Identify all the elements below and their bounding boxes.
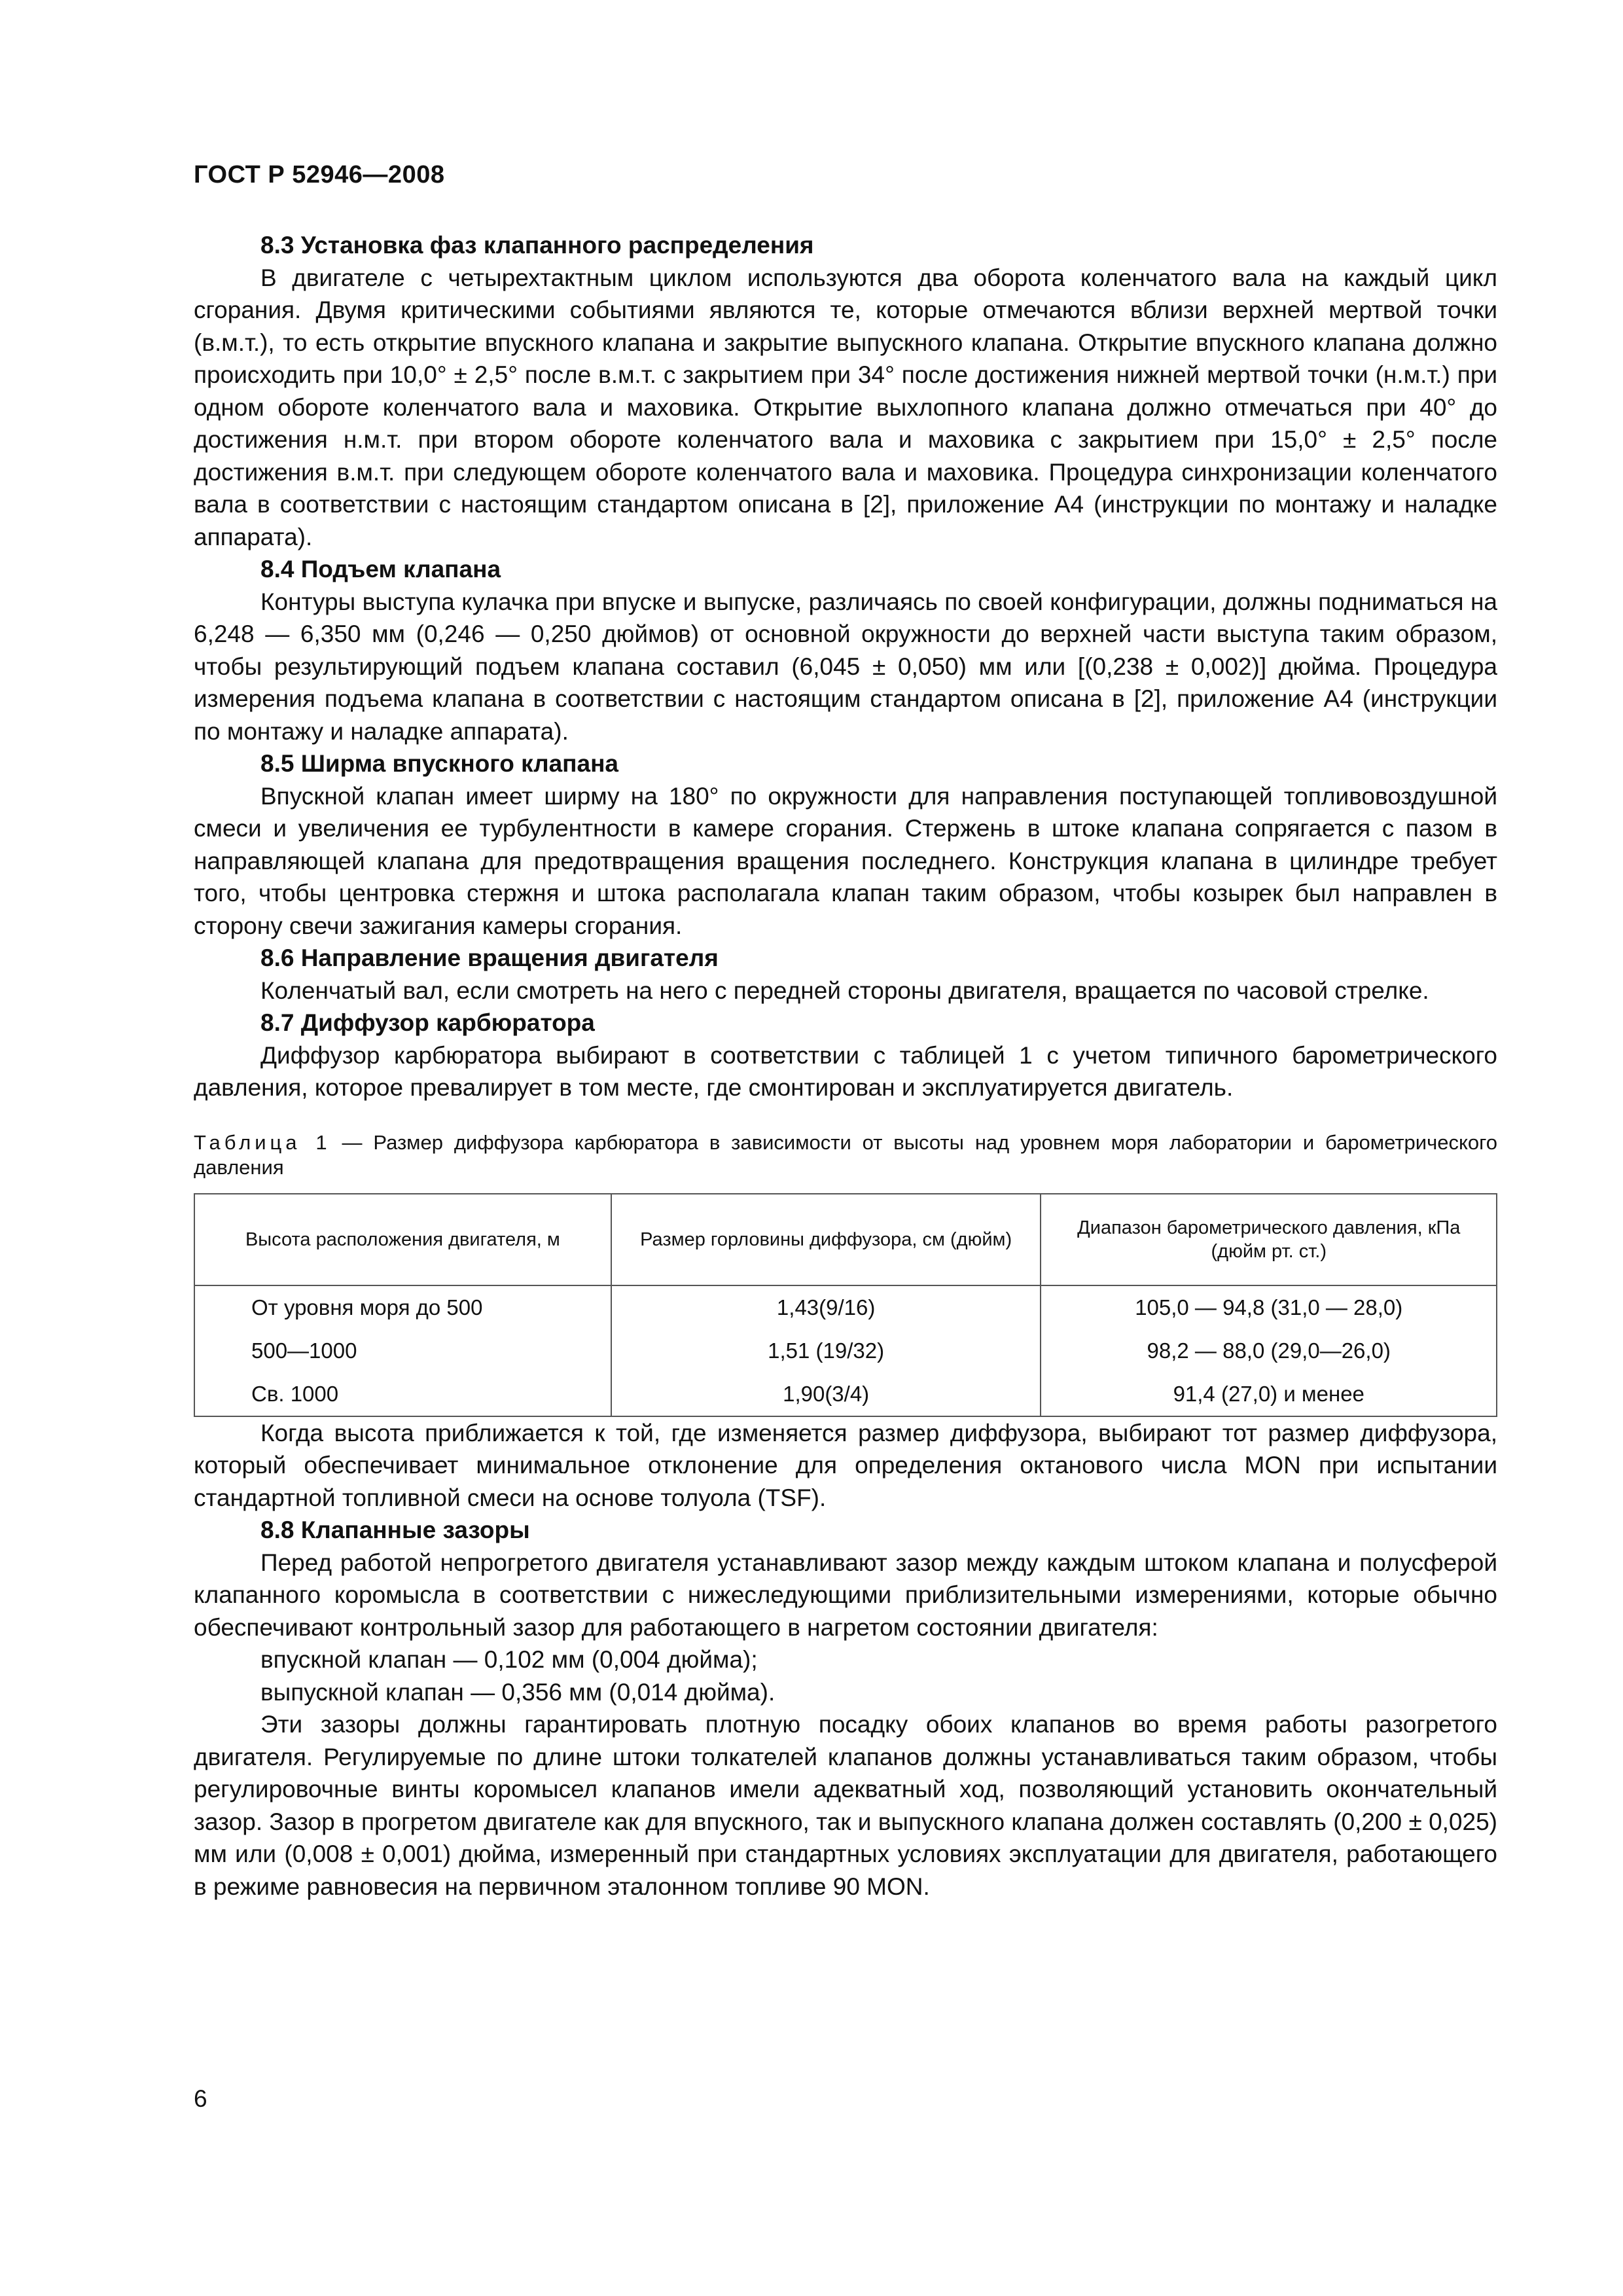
page-number: 6 bbox=[194, 2085, 207, 2112]
table-header-row bbox=[194, 1194, 1497, 1285]
table-cell-altitude: 500—1000 bbox=[194, 1329, 611, 1372]
section-8-5-paragraph: Впускной клапан имеет ширму на 180° по окружности для направления поступающей топливовоздушной смеси и увеличения ее турбулентности в камере сгорания. Стержень в штоке клапана сопрягается с пазом в направляющей клапана для предотвращения вращения последнего. Конструкция клапана в цилиндре требует того, чтобы центровка стержня и штока располагала клапан таким образом, чтобы козырек был направлен в сторону свечи зажигания камеры сгорания. bbox=[194, 782, 1497, 939]
document-code-header: ГОСТ Р 52946—2008 bbox=[194, 161, 445, 188]
table-cell-throat-size: 1,51 (19/32) bbox=[611, 1329, 1041, 1372]
document-body bbox=[194, 229, 1497, 1903]
section-8-3-paragraph: В двигателе с четырехтактным циклом используются два оборота коленчатого вала на каждый цикл сгорания. Двумя критическими событиями являются те, которые отмечаются вблизи верхней мертвой точки (в.м.т.), то есть открытие впускного клапана и закрытие выпускного клапана. Открытие впускного клапана должно происходить при 10,0° ± 2,5° после в.м.т. с закрытием при 34° после достижения нижней мертвой точки (н.м.т.) при одном обороте коленчатого вала и маховика. Открытие выхлопного клапана должно отмечаться при 40° до достижения н.м.т. при втором обороте коленчатого вала и маховика с закрытием при 15,0° ± 2,5° после достижения в.м.т. при следующем обороте коленчатого вала и маховика. Процедура синхронизации коленчатого вала в соответствии с настоящим стандартом описана в [2], приложение А4 (инструкции по монтажу и наладке аппарата). bbox=[194, 264, 1497, 550]
section-8-7-paragraph: Диффузор карбюратора выбирают в соответствии с таблицей 1 с учетом типичного барометрического давления, которое превалирует в том месте, где смонтирован и эксплуатируется двигатель. bbox=[194, 1041, 1497, 1101]
table-cell-throat-size: 1,90(3/4) bbox=[611, 1372, 1041, 1416]
table-1-caption-text: — Размер диффузора карбюратора в зависимости от высоты над уровнем моря лаборатории и барометрического давления bbox=[194, 1130, 1497, 1179]
table-cell-altitude: Св. 1000 bbox=[194, 1372, 611, 1416]
section-8-5-heading: 8.5 Ширма впускного клапана bbox=[260, 750, 618, 777]
table-1-caption bbox=[194, 1130, 1497, 1180]
section-8-4-heading: 8.4 Подъем клапана bbox=[260, 556, 501, 583]
table-cell-pressure-range: 105,0 — 94,8 (31,0 — 28,0) bbox=[1041, 1285, 1497, 1329]
table-cell-altitude: От уровня моря до 500 bbox=[194, 1285, 611, 1329]
table-cell-pressure-range: 91,4 (27,0) и менее bbox=[1041, 1372, 1497, 1416]
intake-valve-clearance-item: впускной клапан — 0,102 мм (0,004 дюйма); bbox=[260, 1646, 758, 1673]
section-8-3-heading: 8.3 Установка фаз клапанного распределения bbox=[260, 232, 814, 259]
table-cell-throat-size: 1,43(9/16) bbox=[611, 1285, 1041, 1329]
table-row bbox=[194, 1285, 1497, 1329]
table-row bbox=[194, 1329, 1497, 1372]
diffuser-size-table bbox=[194, 1193, 1497, 1417]
table-cell-pressure-range: 98,2 — 88,0 (29,0—26,0) bbox=[1041, 1329, 1497, 1372]
section-8-6-heading: 8.6 Направление вращения двигателя bbox=[260, 944, 719, 971]
section-8-7-heading: 8.7 Диффузор карбюратора bbox=[260, 1009, 595, 1036]
section-8-8-heading: 8.8 Клапанные зазоры bbox=[260, 1516, 530, 1543]
section-8-8-paragraph: Перед работой непрогретого двигателя устанавливают зазор между каждым штоком клапана и полусферой клапанного коромысла в соответствии с нижеследующими приблизительными измерениями, которые обычно обеспечивают контрольный зазор для работающего в нагретом состоянии двигателя: bbox=[194, 1549, 1497, 1641]
section-8-8-paragraph-2: Эти зазоры должны гарантировать плотную посадку обоих клапанов во время работы разогретого двигателя. Регулируемые по длине штоки толкателей клапанов должны устанавливаться таким образом, чтобы регулировочные винты коромысел клапанов имели адекватный ход, позволяющий установить окончательный зазор. Зазор в прогретом двигателе как для впускного, так и выпускного клапана должен составлять (0,200 ± 0,025) мм или (0,008 ± 0,001) дюйма, измеренный при стандартных условиях эксплуатации для двигателя, работающего в режиме равновесия на первичном эталонном топливе 90 MON. bbox=[194, 1711, 1497, 1900]
exhaust-valve-clearance-item: выпускной клапан — 0,356 мм (0,014 дюйма). bbox=[260, 1678, 776, 1706]
diffuser-selection-paragraph: Когда высота приближается к той, где изменяется размер диффузора, выбирают тот размер диффузора, который обеспечивает минимальное отклонение для определения октанового числа MON при испытании стандартной топливной смеси на основе толуола (TSF). bbox=[194, 1419, 1497, 1511]
column-header-pressure-range: Диапазон барометрического давления, кПа (дюйм рт. ст.) bbox=[1041, 1194, 1497, 1285]
section-8-4-paragraph: Контуры выступа кулачка при впуске и выпуске, различаясь по своей конфигурации, должны подниматься на 6,248 — 6,350 мм (0,246 — 0,250 дюймов) от основной окружности до верхней части выступа таким образом, чтобы результирующий подъем клапана составил (6,045 ± 0,050) мм или [(0,238 ± 0,002)] дюйма. Процедура измерения подъема клапана в соответствии с настоящим стандартом описана в [2], приложение А4 (инструкции по монтажу и наладке аппарата). bbox=[194, 588, 1497, 745]
section-8-6-paragraph: Коленчатый вал, если смотреть на него с передней стороны двигателя, вращается по часовой стрелке. bbox=[260, 977, 1429, 1004]
column-header-throat-size: Размер горловины диффузора, см (дюйм) bbox=[611, 1194, 1041, 1285]
table-1-caption-label: Таблица 1 bbox=[194, 1130, 331, 1154]
table-row bbox=[194, 1372, 1497, 1416]
column-header-altitude: Высота расположения двигателя, м bbox=[194, 1194, 611, 1285]
